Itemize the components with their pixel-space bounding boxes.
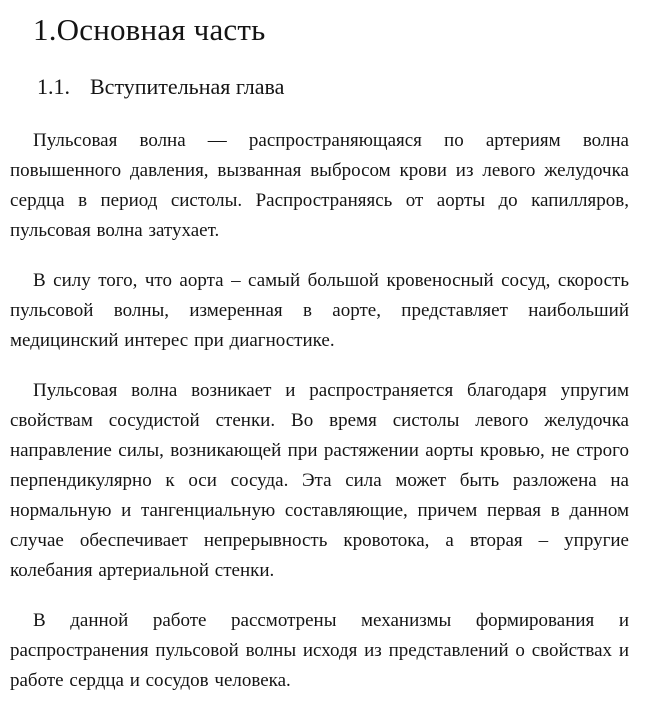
paragraph-pulse-wave-definition: Пульсовая волна — распространяющаяся по артериям волна повышенного давления, вызванная выбросом крови из левого желудочка сердца в период систолы. Распространяясь от аорты до капилляров, пульсовая волна затухает.: [10, 130, 629, 241]
document-body: [10, 126, 629, 696]
paragraph-aorta-significance: В силу того, что аорта – самый большой кровеносный сосуд, скорость пульсовой волны, измеренная в аорте, представляет наибольший медицинский интерес при диагностике.: [10, 270, 629, 351]
paragraph-wave-mechanism: Пульсовая волна возникает и распространяется благодаря упругим свойствам сосудистой стенки. Во время систолы левого желудочка направление силы, возникающей при растяжении аорты кровью, не строго перпендикулярно к оси сосуда. Эта сила может быть разложена на нормальную и тангенциальную составляющие, причем первая в данном случае обеспечивает непрерывность кровотока, а вторая – упругие колебания артериальной стенки.: [10, 380, 629, 581]
subsection-title: Вступительная глава: [90, 74, 285, 99]
subsection-number: 1.1.: [37, 74, 70, 99]
section-heading: 1.Основная часть: [33, 12, 266, 47]
paragraph-work-summary: В данной работе рассмотрены механизмы формирования и распространения пульсовой волны исходя из представлений о свойствах и работе сердца и сосудов человека.: [10, 610, 629, 691]
subsection-heading: [37, 72, 629, 102]
